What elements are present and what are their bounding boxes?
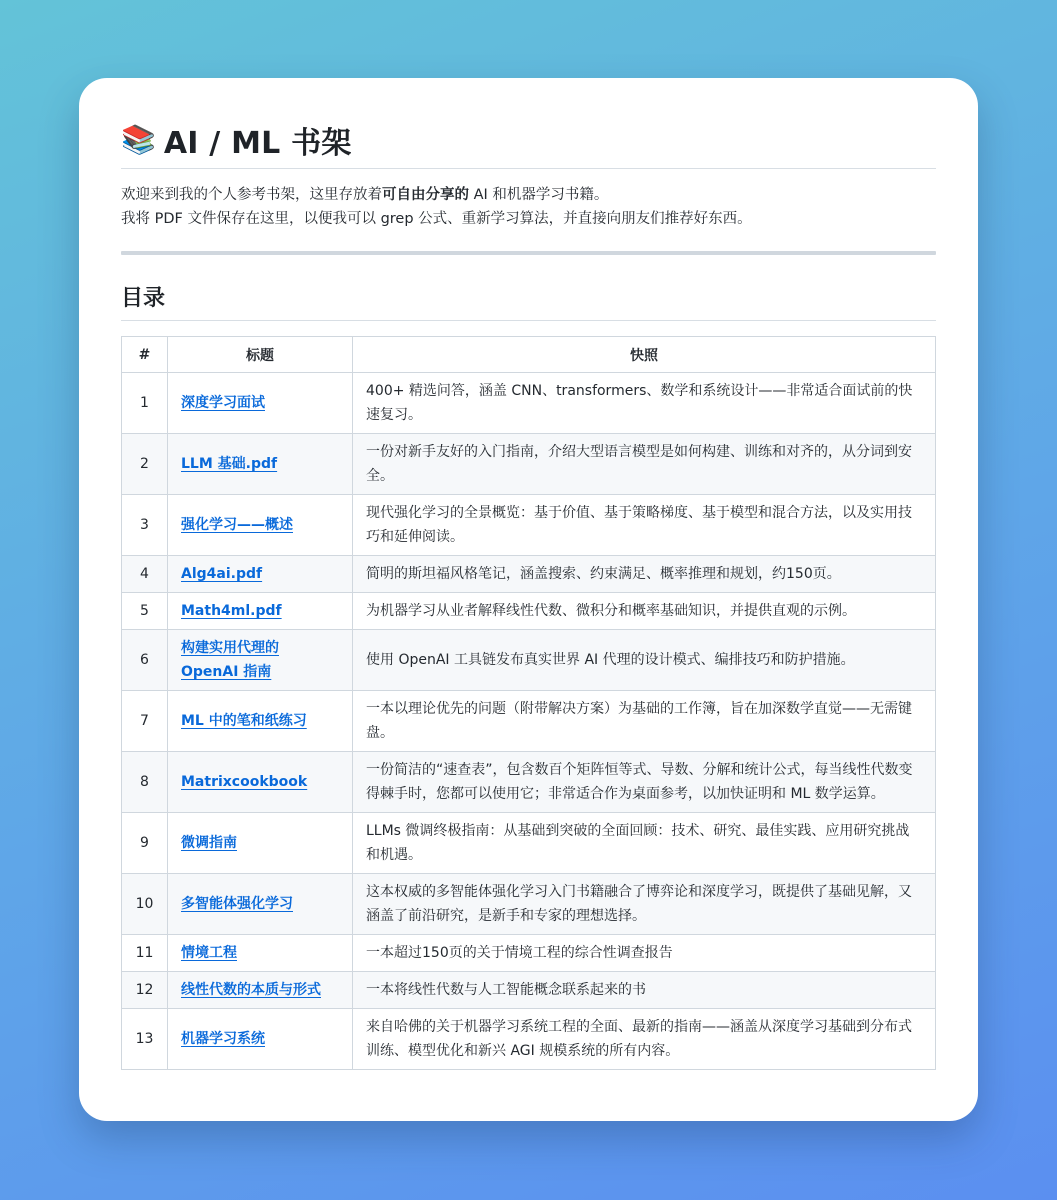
row-number: 2 [122, 434, 168, 495]
section-divider [121, 251, 936, 255]
intro-line1-bold: 可自由分享的 [382, 187, 469, 203]
book-link[interactable]: 多智能体强化学习 [181, 896, 293, 912]
row-number: 13 [122, 1009, 168, 1070]
row-snapshot: 为机器学习从业者解释线性代数、微积分和概率基础知识，并提供直观的示例。 [353, 593, 936, 630]
book-link[interactable]: LLM 基础.pdf [181, 456, 278, 472]
row-number: 10 [122, 874, 168, 935]
table-row [122, 556, 936, 593]
book-link[interactable]: 机器学习系统 [181, 1031, 265, 1047]
row-title-cell [168, 691, 353, 752]
row-number: 1 [122, 373, 168, 434]
table-header-row [122, 337, 936, 373]
table-row [122, 1009, 936, 1070]
book-link[interactable]: 微调指南 [181, 835, 237, 851]
row-title-cell [168, 434, 353, 495]
row-number: 6 [122, 630, 168, 691]
table-body [122, 373, 936, 1070]
row-snapshot: 一本将线性代数与人工智能概念联系起来的书 [353, 972, 936, 1009]
header-num: # [122, 337, 168, 373]
row-title-cell [168, 630, 353, 691]
row-title-cell [168, 593, 353, 630]
table-row [122, 935, 936, 972]
table-row [122, 813, 936, 874]
table-row [122, 434, 936, 495]
table-row [122, 874, 936, 935]
book-link[interactable]: 强化学习——概述 [181, 517, 293, 533]
row-title-cell [168, 556, 353, 593]
title-divider [121, 168, 936, 169]
table-row [122, 373, 936, 434]
header-title: 标题 [168, 337, 353, 373]
book-link[interactable]: Alg4ai.pdf [181, 566, 263, 582]
row-snapshot: 来自哈佛的关于机器学习系统工程的全面、最新的指南——涵盖从深度学习基础到分布式训练、模型优化和新兴 AGI 规模系统的所有内容。 [353, 1009, 936, 1070]
row-snapshot: 一本超过150页的关于情境工程的综合性调查报告 [353, 935, 936, 972]
row-snapshot: 400+ 精选问答，涵盖 CNN、transformers、数学和系统设计——非常适合面试前的快速复习。 [353, 373, 936, 434]
intro-line2: 我将 PDF 文件保存在这里，以便我可以 grep 公式、重新学习算法，并直接向朋友们推荐好东西。 [121, 211, 752, 227]
row-title-cell [168, 874, 353, 935]
row-number: 5 [122, 593, 168, 630]
row-title-cell [168, 813, 353, 874]
intro-line1-suffix: AI 和机器学习书籍。 [469, 187, 609, 203]
book-link[interactable]: 情境工程 [181, 945, 237, 961]
intro-paragraph [121, 183, 936, 231]
page-title-text: AI / ML 书架 [163, 126, 352, 161]
book-link[interactable]: Math4ml.pdf [181, 603, 282, 619]
books-table [121, 336, 936, 1070]
book-link[interactable]: ML 中的笔和纸练习 [181, 713, 307, 729]
row-snapshot: 现代强化学习的全景概览：基于价值、基于策略梯度、基于模型和混合方法，以及实用技巧和延伸阅读。 [353, 495, 936, 556]
toc-divider [121, 320, 936, 321]
row-number: 9 [122, 813, 168, 874]
readme-card [79, 78, 978, 1121]
row-snapshot: 一份简洁的“速查表”，包含数百个矩阵恒等式、导数、分解和统计公式，每当线性代数变得棘手时，您都可以使用它；非常适合作为桌面参考，以加快证明和 ML 数学运算。 [353, 752, 936, 813]
books-icon: 📚 [121, 123, 156, 156]
table-row [122, 593, 936, 630]
row-title-cell [168, 495, 353, 556]
intro-line1-prefix: 欢迎来到我的个人参考书架，这里存放着 [121, 187, 382, 203]
book-link[interactable]: 深度学习面试 [181, 395, 265, 411]
row-number: 7 [122, 691, 168, 752]
row-number: 11 [122, 935, 168, 972]
row-number: 3 [122, 495, 168, 556]
row-snapshot: 一份对新手友好的入门指南，介绍大型语言模型是如何构建、训练和对齐的，从分词到安全。 [353, 434, 936, 495]
page-title [121, 118, 936, 162]
row-snapshot: LLMs 微调终极指南：从基础到突破的全面回顾：技术、研究、最佳实践、应用研究挑战和机遇。 [353, 813, 936, 874]
table-row [122, 752, 936, 813]
book-link[interactable]: 线性代数的本质与形式 [181, 982, 321, 998]
header-snapshot: 快照 [353, 337, 936, 373]
row-snapshot: 简明的斯坦福风格笔记，涵盖搜索、约束满足、概率推理和规划，约150页。 [353, 556, 936, 593]
row-snapshot: 使用 OpenAI 工具链发布真实世界 AI 代理的设计模式、编排技巧和防护措施。 [353, 630, 936, 691]
book-link[interactable]: 构建实用代理的 OpenAI 指南 [181, 640, 279, 680]
row-snapshot: 一本以理论优先的问题（附带解决方案）为基础的工作簿，旨在加深数学直觉——无需键盘。 [353, 691, 936, 752]
row-title-cell [168, 752, 353, 813]
table-row [122, 691, 936, 752]
book-link[interactable]: Matrixcookbook [181, 774, 308, 790]
row-number: 4 [122, 556, 168, 593]
row-number: 8 [122, 752, 168, 813]
row-title-cell [168, 373, 353, 434]
table-row [122, 495, 936, 556]
row-title-cell [168, 972, 353, 1009]
row-title-cell [168, 1009, 353, 1070]
table-row [122, 972, 936, 1009]
toc-heading: 目录 [121, 286, 166, 311]
row-number: 12 [122, 972, 168, 1009]
row-title-cell [168, 935, 353, 972]
row-snapshot: 这本权威的多智能体强化学习入门书籍融合了博弈论和深度学习，既提供了基础见解，又涵盖了前沿研究，是新手和专家的理想选择。 [353, 874, 936, 935]
table-row [122, 630, 936, 691]
